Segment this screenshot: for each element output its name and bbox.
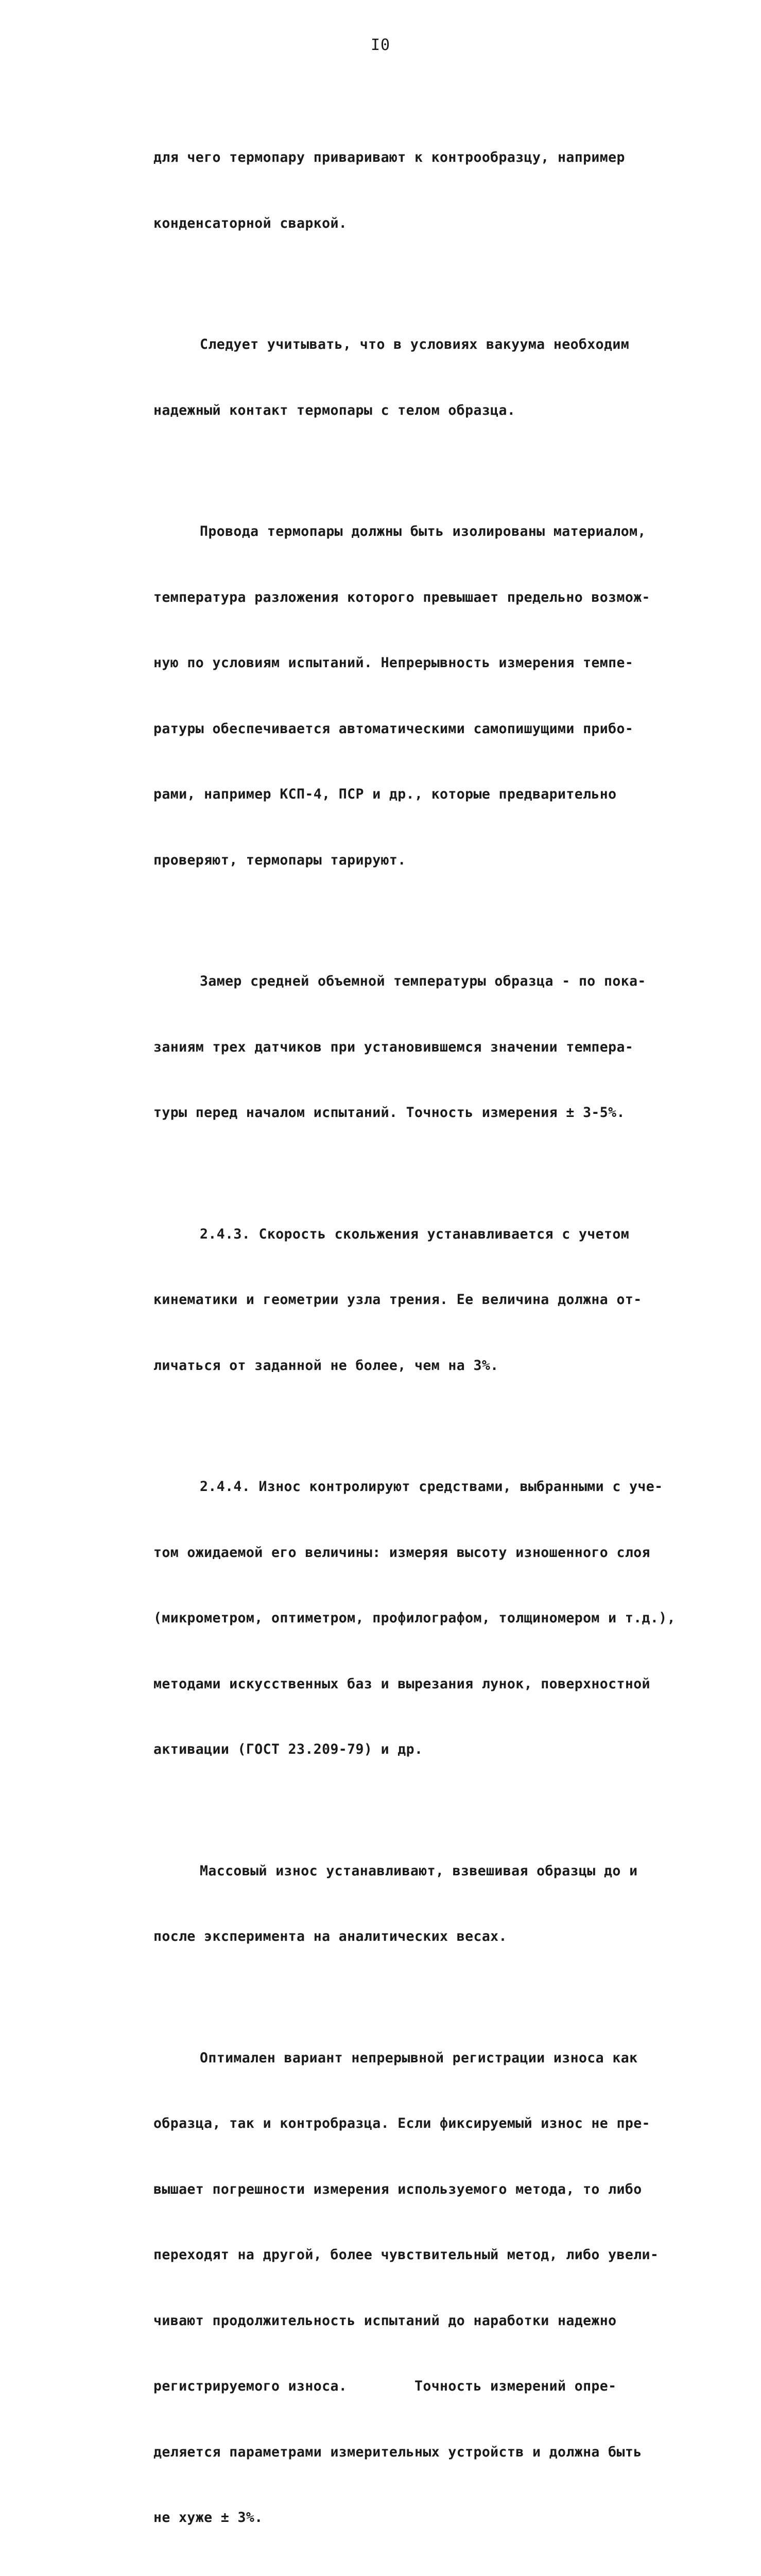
text-line: рами, например КСП-4, ПСР и др., которые предварительно (153, 786, 617, 802)
text-line: после эксперимента на аналитических весах. (153, 1928, 507, 1944)
text-line: заниям трех датчиков при установившемся значении темпера- (153, 1039, 634, 1055)
text-line: (микрометром, оптиметром, профилографом, толщиномером и т.д.), (153, 1610, 676, 1626)
text-line: методами искусственных баз и вырезания лунок, поверхностной (153, 1675, 650, 1692)
text-line: переходят на другой, более чувствительный метод, либо увели- (153, 2247, 659, 2263)
paragraph-4 (153, 927, 720, 1168)
text-line: том ожидаемой его величины: измеряя высоту изношенного слоя (153, 1544, 650, 1561)
text-line: личаться от заданной не более, чем на 3%. (153, 1357, 499, 1374)
text-line: вышает погрешности измерения используемого метода, то либо (153, 2181, 642, 2197)
text-line: туры перед началом испытаний. Точность измерения ± 3-5%. (153, 1105, 625, 1121)
text-line: Массовый износ устанавливают, взвешивая образцы до и (200, 1862, 638, 1879)
text-line: для чего термопару приваривают к контрообразцу, например (153, 149, 625, 165)
text-line: проверяют, термопары тарируют. (153, 852, 406, 868)
paragraph-5 (153, 1180, 720, 1421)
paragraph-6 (153, 1432, 720, 1805)
text-line: образца, так и контробразца. Если фиксируемый износ не пре- (153, 2115, 650, 2131)
text-line: Оптимален вариант непрерывной регистрации износа как (200, 2049, 638, 2066)
text-line: активации (ГОСТ 23.209-79) и др. (153, 1741, 423, 1757)
paragraph-2 (153, 290, 720, 465)
page-number: I0 (370, 36, 391, 54)
text-line: регистрируемого износа. Точность измерений опре- (153, 2378, 617, 2394)
paragraph-1 (153, 103, 720, 278)
paragraph-3 (153, 477, 720, 915)
body-text (153, 103, 720, 2576)
text-line: конденсаторной сваркой. (153, 215, 348, 231)
text-line: кинематики и геометрии узла трения. Ее величина должна от- (153, 1292, 642, 1308)
text-line: чивают продолжительность испытаний до наработки надежно (153, 2312, 617, 2329)
text-line: не хуже ± 3%. (153, 2510, 263, 2526)
text-line: Провода термопары должны быть изолированы материалом, (200, 523, 646, 539)
text-line: Следует учитывать, что в условиях вакуума необходим (200, 336, 630, 352)
text-line: ратуры обеспечивается автоматическими самопишущими прибо- (153, 720, 634, 737)
text-line: деляется параметрами измерительных устройств и должна быть (153, 2444, 642, 2460)
paragraph-7 (153, 1817, 720, 1992)
text-line: ную по условиям испытаний. Непрерывность измерения темпе- (153, 655, 634, 671)
paragraph-8 (153, 2004, 720, 2573)
text-line: температура разложения которого превышает предельно возмож- (153, 589, 650, 605)
text-line: 2.4.4. Износ контролируют средствами, выбранными с уче- (200, 1479, 663, 1495)
text-line: 2.4.3. Скорость скольжения устанавливается с учетом (200, 1226, 630, 1242)
text-line: надежный контакт термопары с телом образца. (153, 402, 516, 418)
text-line: Замер средней объемной температуры образца - по пока- (200, 973, 646, 989)
